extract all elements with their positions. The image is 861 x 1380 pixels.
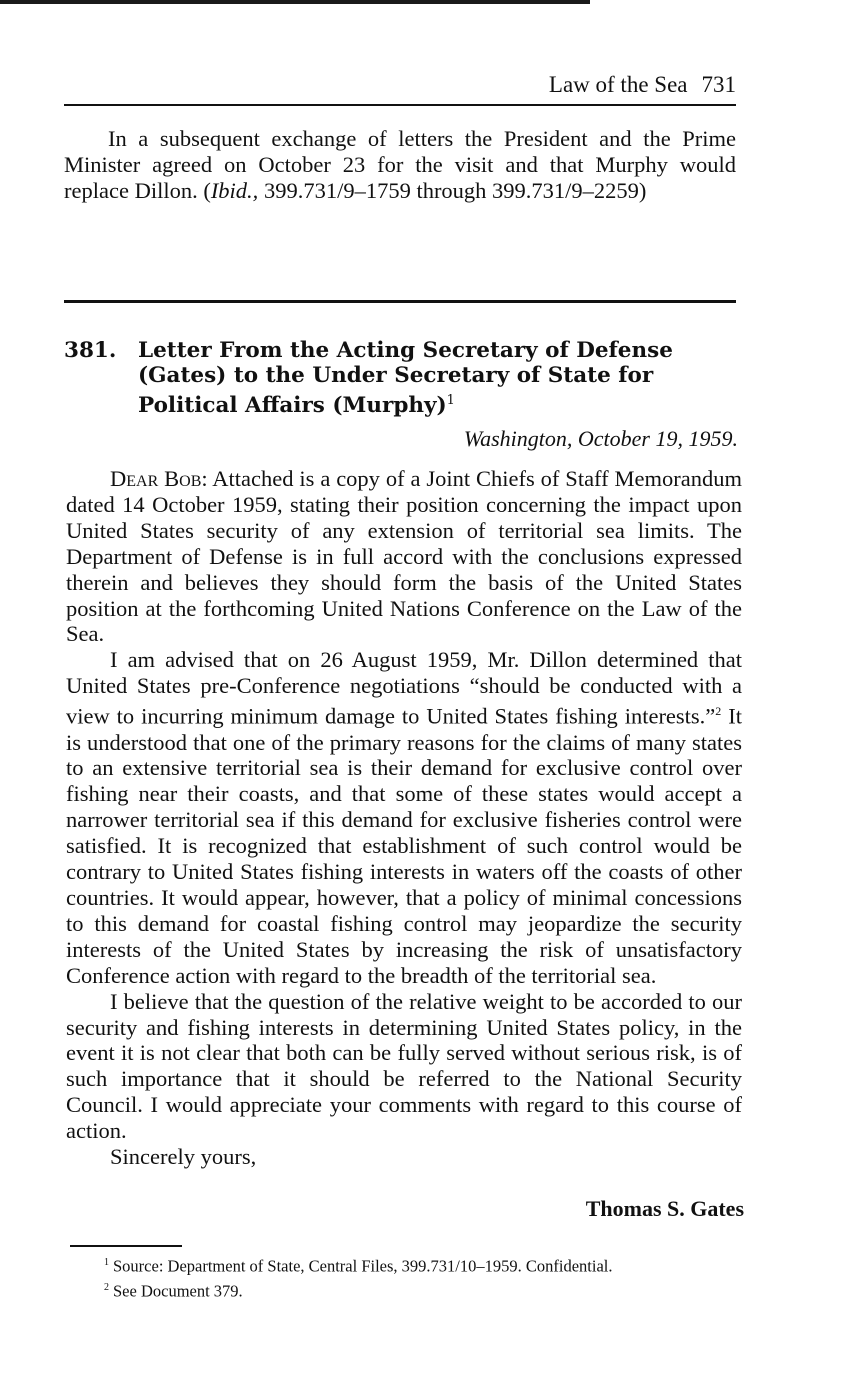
closing: Sincerely yours, — [110, 1144, 257, 1170]
intro-text: In a subsequent exchange of letters the President and the Prime Minister agreed on October 23 for the visit and that Murphy would replace Dillon. ( — [64, 126, 736, 203]
scan-edge — [0, 0, 590, 4]
document-number: 381. — [64, 338, 117, 363]
dateline: Washington, October 19, 1959. — [463, 426, 738, 451]
signature: Thomas S. Gates — [585, 1196, 744, 1221]
footnotes — [104, 1252, 744, 1301]
paragraph-2 — [66, 647, 742, 988]
paragraph-1 — [66, 466, 742, 647]
letter-body — [66, 466, 742, 1170]
footnote-ref-2: 2 — [715, 704, 722, 719]
document-title: Letter From the Acting Secretary of Defense (Gates) to the Under Secretary of State for Political Affairs (Murphy) — [138, 338, 673, 419]
intro-paragraph — [64, 126, 736, 204]
footnote-2 — [104, 1277, 744, 1302]
paragraph-2-text-a: I am advised that on 26 August 1959, Mr. Dillon determined that United States pre-Conference negotiations “should be conducted with a view to incurring minimum damage to United States fishing interests.” — [66, 647, 742, 729]
running-head — [64, 70, 736, 106]
paragraph-3: I believe that the question of the relative weight to be accorded to our security and fishing interests in determining United States policy, in the event it is not clear that both can be fully served without serious risk, is of such importance that it should be referred to the National Security Council. I would appreciate your comments with regard to this course of action. — [66, 988, 742, 1144]
running-head-title: Law of the Sea — [548, 72, 688, 97]
footnote-rule — [70, 1245, 182, 1247]
document-heading — [64, 338, 744, 418]
section-divider — [64, 300, 736, 303]
footnote-1-text: Source: Department of State, Central Files, 399.731/10–1959. Confidential. — [113, 1256, 613, 1276]
paragraph-2-text-b: It is understood that one of the primary reasons for the claims of many states to an extensive territorial sea is their demand for exclusive control over fishing near their coasts, and that some of these states would accept a narrower territorial sea if this demand for exclusive fisheries control were satisfied. It is recognized that establishment of such control would be contrary to United States fishing interests in waters off the coasts of other countries. It would appear, however, that a policy of minimal concessions to this demand for coastal fishing control may jeopardize the security interests of the United States by increasing the risk of unsatisfactory Conference action with regard to the breadth of the territorial sea. — [66, 703, 742, 988]
intro-ref: 399.731/9–1759 through 399.731/9–2259) — [258, 177, 647, 203]
document-title-block — [138, 338, 744, 418]
salutation: Dear Bob: — [110, 466, 208, 491]
page-number: 731 — [701, 72, 736, 97]
footnote-1 — [104, 1252, 744, 1277]
paragraph-1-text: Attached is a copy of a Joint Chiefs of Staff Memorandum dated 14 October 1959, stating their position concerning the impact upon United States security of any extension of territorial sea limits. The Department of Defense is in full accord with the conclusions expressed therein and believes they should form the basis of the United States position at the forthcoming United Nations Conference on the Law of the Sea. — [66, 466, 743, 647]
footnote-1-mark: 1 — [104, 1257, 109, 1268]
intro-ibid: Ibid., — [210, 177, 259, 203]
footnote-2-mark: 2 — [104, 1281, 109, 1293]
title-footnote-ref: 1 — [446, 393, 455, 408]
footnote-2-text: See Document 379. — [113, 1281, 243, 1300]
